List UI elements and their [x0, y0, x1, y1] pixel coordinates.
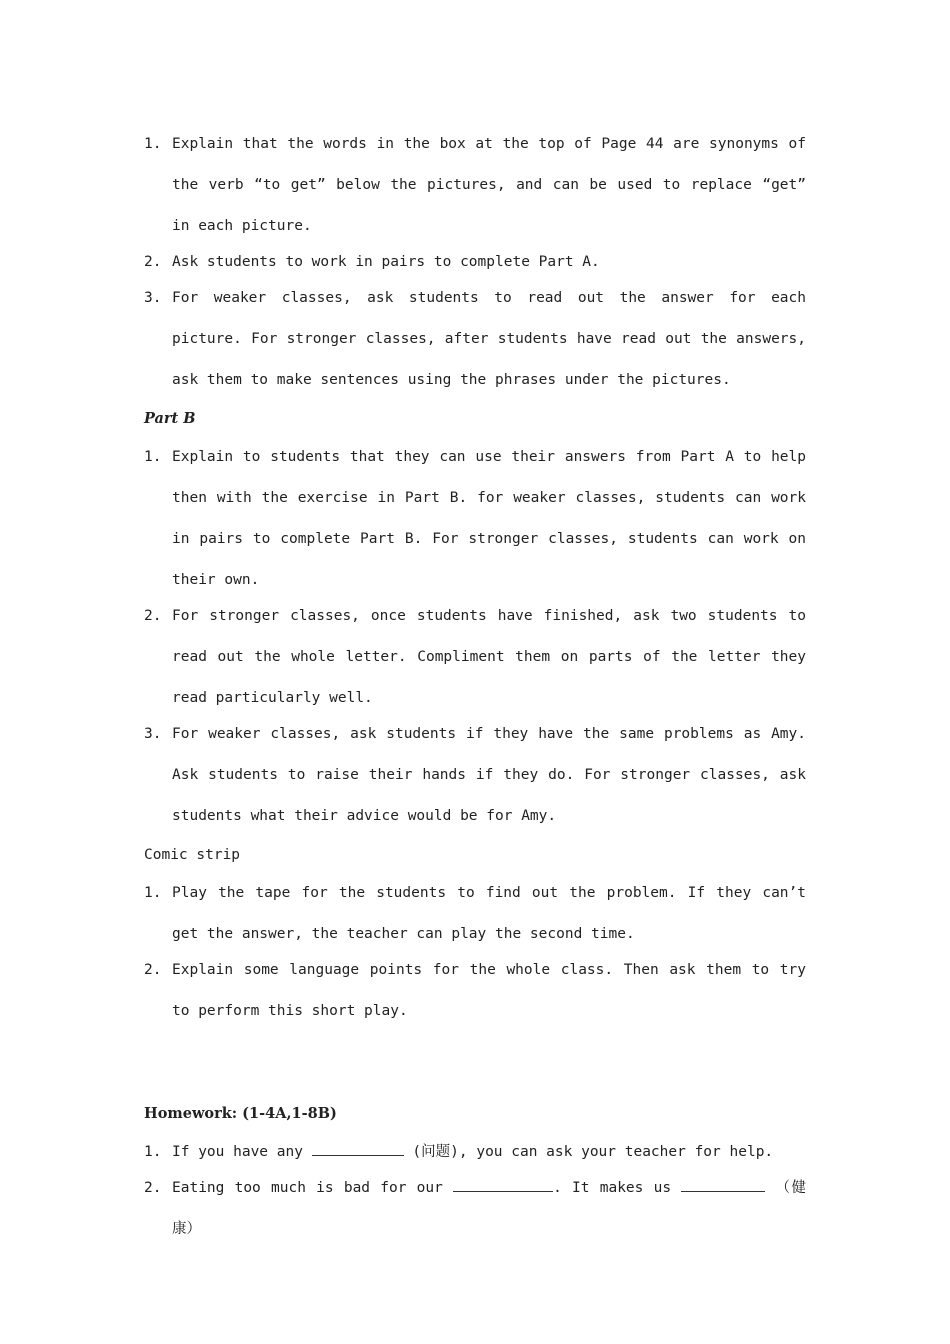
item-text: Explain some language points for the whole class. Then ask them to try to perform this short play. — [172, 962, 806, 1019]
answer-blank[interactable] — [681, 1179, 765, 1192]
item-number: 3. — [144, 726, 162, 742]
item-text: For weaker classes, ask students if they have the same problems as Amy. Ask students to raise their hands if they do. For stronger classes, ask students what their advice would be for Amy. — [172, 726, 806, 824]
list-item — [144, 950, 806, 1032]
list-item — [144, 714, 806, 837]
item-number: 3. — [144, 290, 162, 306]
item-text: Explain to students that they can use their answers from Part A to help then with the exercise in Part B. for weaker classes, students can work in pairs to complete Part B. For stronger classes, students can work on their own. — [172, 449, 806, 588]
homework-list — [144, 1132, 806, 1250]
part-a-list — [144, 124, 806, 401]
part-b-heading: Part B — [144, 410, 196, 427]
comic-strip-list — [144, 873, 806, 1032]
part-b-list — [144, 437, 806, 837]
homework-heading: Homework: (1-4A,1-8B) — [144, 1105, 337, 1122]
list-item — [144, 437, 806, 601]
question-text-after: （健康） — [172, 1180, 807, 1237]
item-number: 1. — [144, 136, 162, 152]
question-text-middle: . It makes us — [553, 1180, 682, 1196]
item-number: 2. — [144, 608, 162, 624]
homework-question — [144, 1168, 806, 1250]
question-text-before: Eating too much is bad for our — [172, 1180, 454, 1196]
list-item — [144, 278, 806, 401]
comic-strip-heading: Comic strip — [144, 847, 241, 863]
item-text: For weaker classes, ask students to read out the answer for each picture. For stronger classes, after students have read out the answers, ask them to make sentences using the phrases under the pictures. — [172, 290, 806, 388]
item-number: 2. — [144, 254, 162, 270]
item-number: 2. — [144, 962, 162, 978]
item-number: 1. — [144, 1144, 162, 1160]
question-text-after: (问题), you can ask your teacher for help. — [403, 1144, 774, 1160]
list-item — [144, 596, 806, 719]
item-text — [172, 1132, 806, 1173]
item-text: Ask students to work in pairs to complete Part A. — [172, 254, 600, 270]
homework-question — [144, 1132, 806, 1173]
lesson-content — [144, 124, 806, 1250]
answer-blank[interactable] — [312, 1143, 404, 1156]
item-number: 2. — [144, 1180, 162, 1196]
list-item — [144, 873, 806, 955]
list-item — [144, 242, 806, 283]
item-text — [172, 1168, 806, 1250]
list-item — [144, 124, 806, 247]
item-text: Explain that the words in the box at the top of Page 44 are synonyms of the verb “to get” below the pictures, and can be used to replace “get” in each picture. — [172, 136, 806, 234]
question-text-before: If you have any — [172, 1144, 312, 1160]
item-text: Play the tape for the students to find out the problem. If they can’t get the answer, the teacher can play the second time. — [172, 885, 806, 942]
item-number: 1. — [144, 449, 162, 465]
item-number: 1. — [144, 885, 162, 901]
item-text: For stronger classes, once students have finished, ask two students to read out the whole letter. Compliment them on parts of the letter they read particularly well. — [172, 608, 806, 706]
answer-blank[interactable] — [453, 1179, 553, 1192]
